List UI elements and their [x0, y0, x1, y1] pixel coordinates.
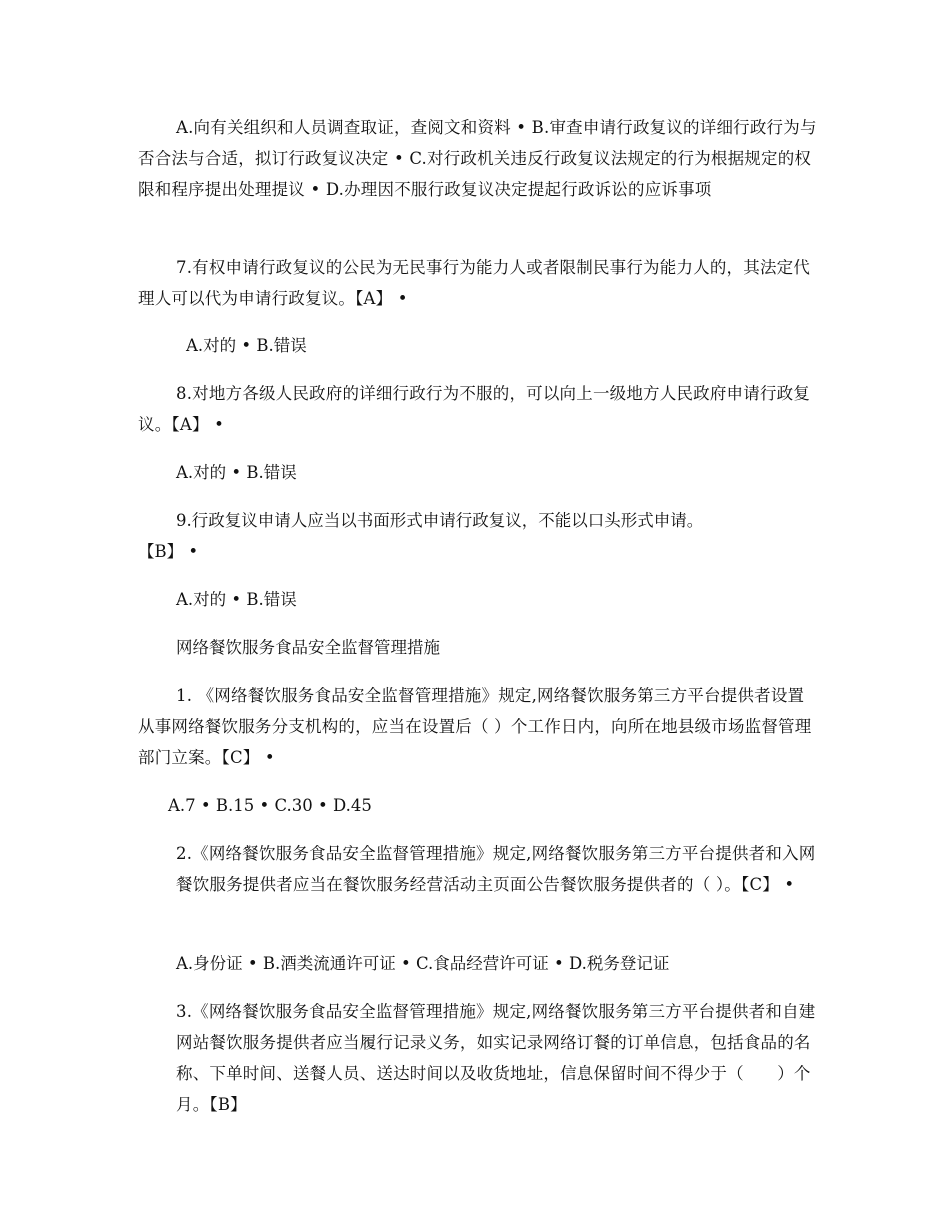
- section-question-2-options: A.身份证 • B.酒类流通许可证 • C.食品经营许可证 • D.税务登记证: [176, 954, 670, 973]
- question-7-options: A.对的 • B.错误: [186, 336, 307, 355]
- section-title: 网络餐饮服务食品安全监督管理措施: [176, 638, 440, 657]
- question-8-options: A.对的 • B.错误: [176, 463, 297, 482]
- question-8: 8.对地方各级人民政府的详细行政行为不服的，可以向上一级地方人民政府申请行政复议。【A】 •: [138, 384, 811, 434]
- section-question-3: 3.《网络餐饮服务食品安全监督管理措施》规定,网络餐饮服务第三方平台提供者和自建网站餐饮服务提供者应当履行记录义务，如实记录网络订餐的订单信息，包括食品的名称、下单时间、送餐人员、送达时间以及收货地址，信息保留时间不得少于（ ）个月。【B】: [176, 1002, 816, 1114]
- section-question-2: 2.《网络餐饮服务食品安全监督管理措施》规定,网络餐饮服务第三方平台提供者和入网餐饮服务提供者应当在餐饮服务经营活动主页面公告餐饮服务提供者的（ ）。【C】 •: [176, 844, 816, 894]
- question-9-line-1: 9.行政复议申请人应当以书面形式申请行政复议，不能以口头形式申请。: [176, 511, 704, 530]
- section-question-1: 1. 《网络餐饮服务食品安全监督管理措施》规定,网络餐饮服务第三方平台提供者设置从事网络餐饮服务分支机构的，应当在设置后（ ）个工作日内，向所在地县级市场监督管理部门立案。【C】 •: [138, 686, 812, 767]
- question-9-options: A.对的 • B.错误: [176, 590, 297, 609]
- question-7: 7.有权申请行政复议的公民为无民事行为能力人或者限制民事行为能力人的，其法定代理人可以代为申请行政复议。【A】 •: [138, 258, 811, 308]
- section-question-1-options: A.7 • B.15 • C.30 • D.45: [168, 796, 372, 815]
- question-9-line-2: 【B】 •: [138, 542, 199, 561]
- q6-options-paragraph: A.向有关组织和人员调查取证，查阅文和资料 • B.审查申请行政复议的详细行政行为与否合法与合适，拟订行政复议决定 • C.对行政机关违反行政复议法规定的行为根据规定的权限和程序提出处理提议 • D.办理因不服行政复议决定提起行政诉讼的应诉事项: [138, 118, 817, 199]
